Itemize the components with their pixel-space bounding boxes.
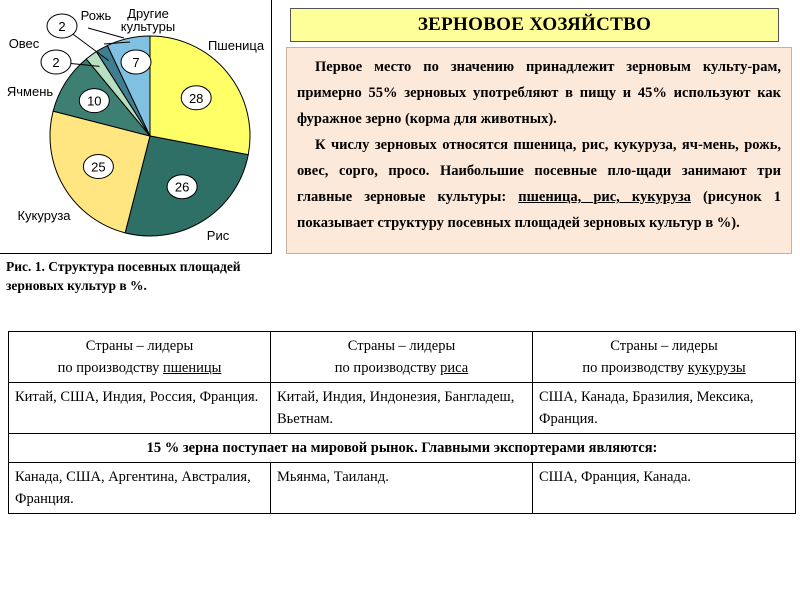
table-row bbox=[9, 383, 796, 434]
header-wheat bbox=[9, 332, 271, 383]
value-label-кукуруза: 25 bbox=[91, 159, 106, 175]
header-corn-line2 bbox=[539, 357, 789, 379]
pie-chart-panel bbox=[0, 0, 272, 254]
paragraph-1: Первое место по значению принадлежит зерновым культу-рам, примерно 55% зерновых употребляют в пищу и 45% используют как фуражное зерно (корма для животных). bbox=[297, 59, 781, 127]
header-corn bbox=[533, 332, 796, 383]
header-corn-crop: кукурузы bbox=[687, 360, 746, 376]
header-corn-line1: Страны – лидеры bbox=[610, 338, 718, 354]
slice-name-кукуруза: Кукуруза bbox=[17, 208, 71, 223]
value-label-рожь: 2 bbox=[58, 19, 66, 34]
name-leader-рожь bbox=[88, 28, 124, 38]
slice-name-овес: Овес bbox=[8, 36, 40, 51]
intro-text-box bbox=[286, 47, 792, 254]
header-rice-crop: риса bbox=[440, 360, 469, 376]
producers-corn: США, Канада, Бразилия, Мексика, Франция. bbox=[533, 383, 796, 434]
producers-rice: Китай, Индия, Индонезия, Бангладеш, Вьетнам. bbox=[271, 383, 533, 434]
figure-caption bbox=[6, 257, 286, 295]
market-note-row bbox=[9, 434, 796, 463]
value-label-другие-культуры: 7 bbox=[132, 55, 140, 70]
page-title: ЗЕРНОВОЕ ХОЗЯЙСТВО bbox=[290, 8, 779, 42]
value-label-ячмень: 10 bbox=[87, 93, 102, 109]
header-rice-line1: Страны – лидеры bbox=[347, 338, 456, 354]
producers-wheat: Китай, США, Индия, Россия, Франция. bbox=[9, 383, 271, 434]
table-header-row bbox=[9, 332, 796, 383]
paragraph-2-end: (рисунок 1 показывает структуру посевных площадей зерновых культур в %). bbox=[297, 189, 782, 231]
exporters-rice: Мьянма, Таиланд. bbox=[271, 463, 533, 514]
slice-name-другие-культуры: Другие культуры bbox=[120, 6, 176, 34]
slice-name-ячмень: Ячмень bbox=[6, 84, 54, 99]
table-row bbox=[9, 463, 796, 514]
slice-name-пшеница: Пшеница bbox=[207, 38, 265, 53]
paragraph-2 bbox=[297, 132, 781, 236]
caption-line-1: Рис. 1. Структура посевных площадей bbox=[6, 259, 241, 274]
header-corn-prefix: по производству bbox=[582, 360, 688, 376]
exporters-wheat: Канада, США, Аргентина, Австралия, Франция. bbox=[9, 463, 271, 514]
header-wheat-crop: пшеницы bbox=[162, 360, 222, 376]
header-rice bbox=[271, 332, 533, 383]
value-label-овес: 2 bbox=[52, 55, 60, 70]
leaders-table bbox=[8, 331, 796, 514]
caption-line-2: зерновых культур в %. bbox=[6, 278, 147, 293]
slice-name-рожь: Рожь bbox=[80, 8, 112, 23]
header-rice-line2 bbox=[277, 357, 526, 379]
value-label-рис: 26 bbox=[174, 179, 190, 195]
header-rice-prefix: по производству bbox=[334, 360, 441, 376]
header-wheat-line2 bbox=[15, 357, 264, 379]
market-note: 15 % зерна поступает на мировой рынок. Главными экспортерами являются: bbox=[9, 434, 796, 463]
main-crops-underlined: пшеница, рис, кукуруза bbox=[518, 189, 691, 205]
pie-chart bbox=[0, 0, 272, 254]
header-wheat-line1: Страны – лидеры bbox=[85, 338, 194, 354]
slice-name-рис: Рис bbox=[206, 228, 230, 243]
exporters-corn: США, Франция, Канада. bbox=[533, 463, 796, 514]
value-label-пшеница: 28 bbox=[188, 90, 204, 106]
header-wheat-prefix: по производству bbox=[57, 360, 163, 376]
paragraph-2-start: К числу зерновых относятся пшеница, рис, кукуруза, яч-мень, рожь, овес, сорго, просо. Наибольшие посевные пло-щади занимают три главные зерновые культуры: bbox=[297, 137, 781, 205]
